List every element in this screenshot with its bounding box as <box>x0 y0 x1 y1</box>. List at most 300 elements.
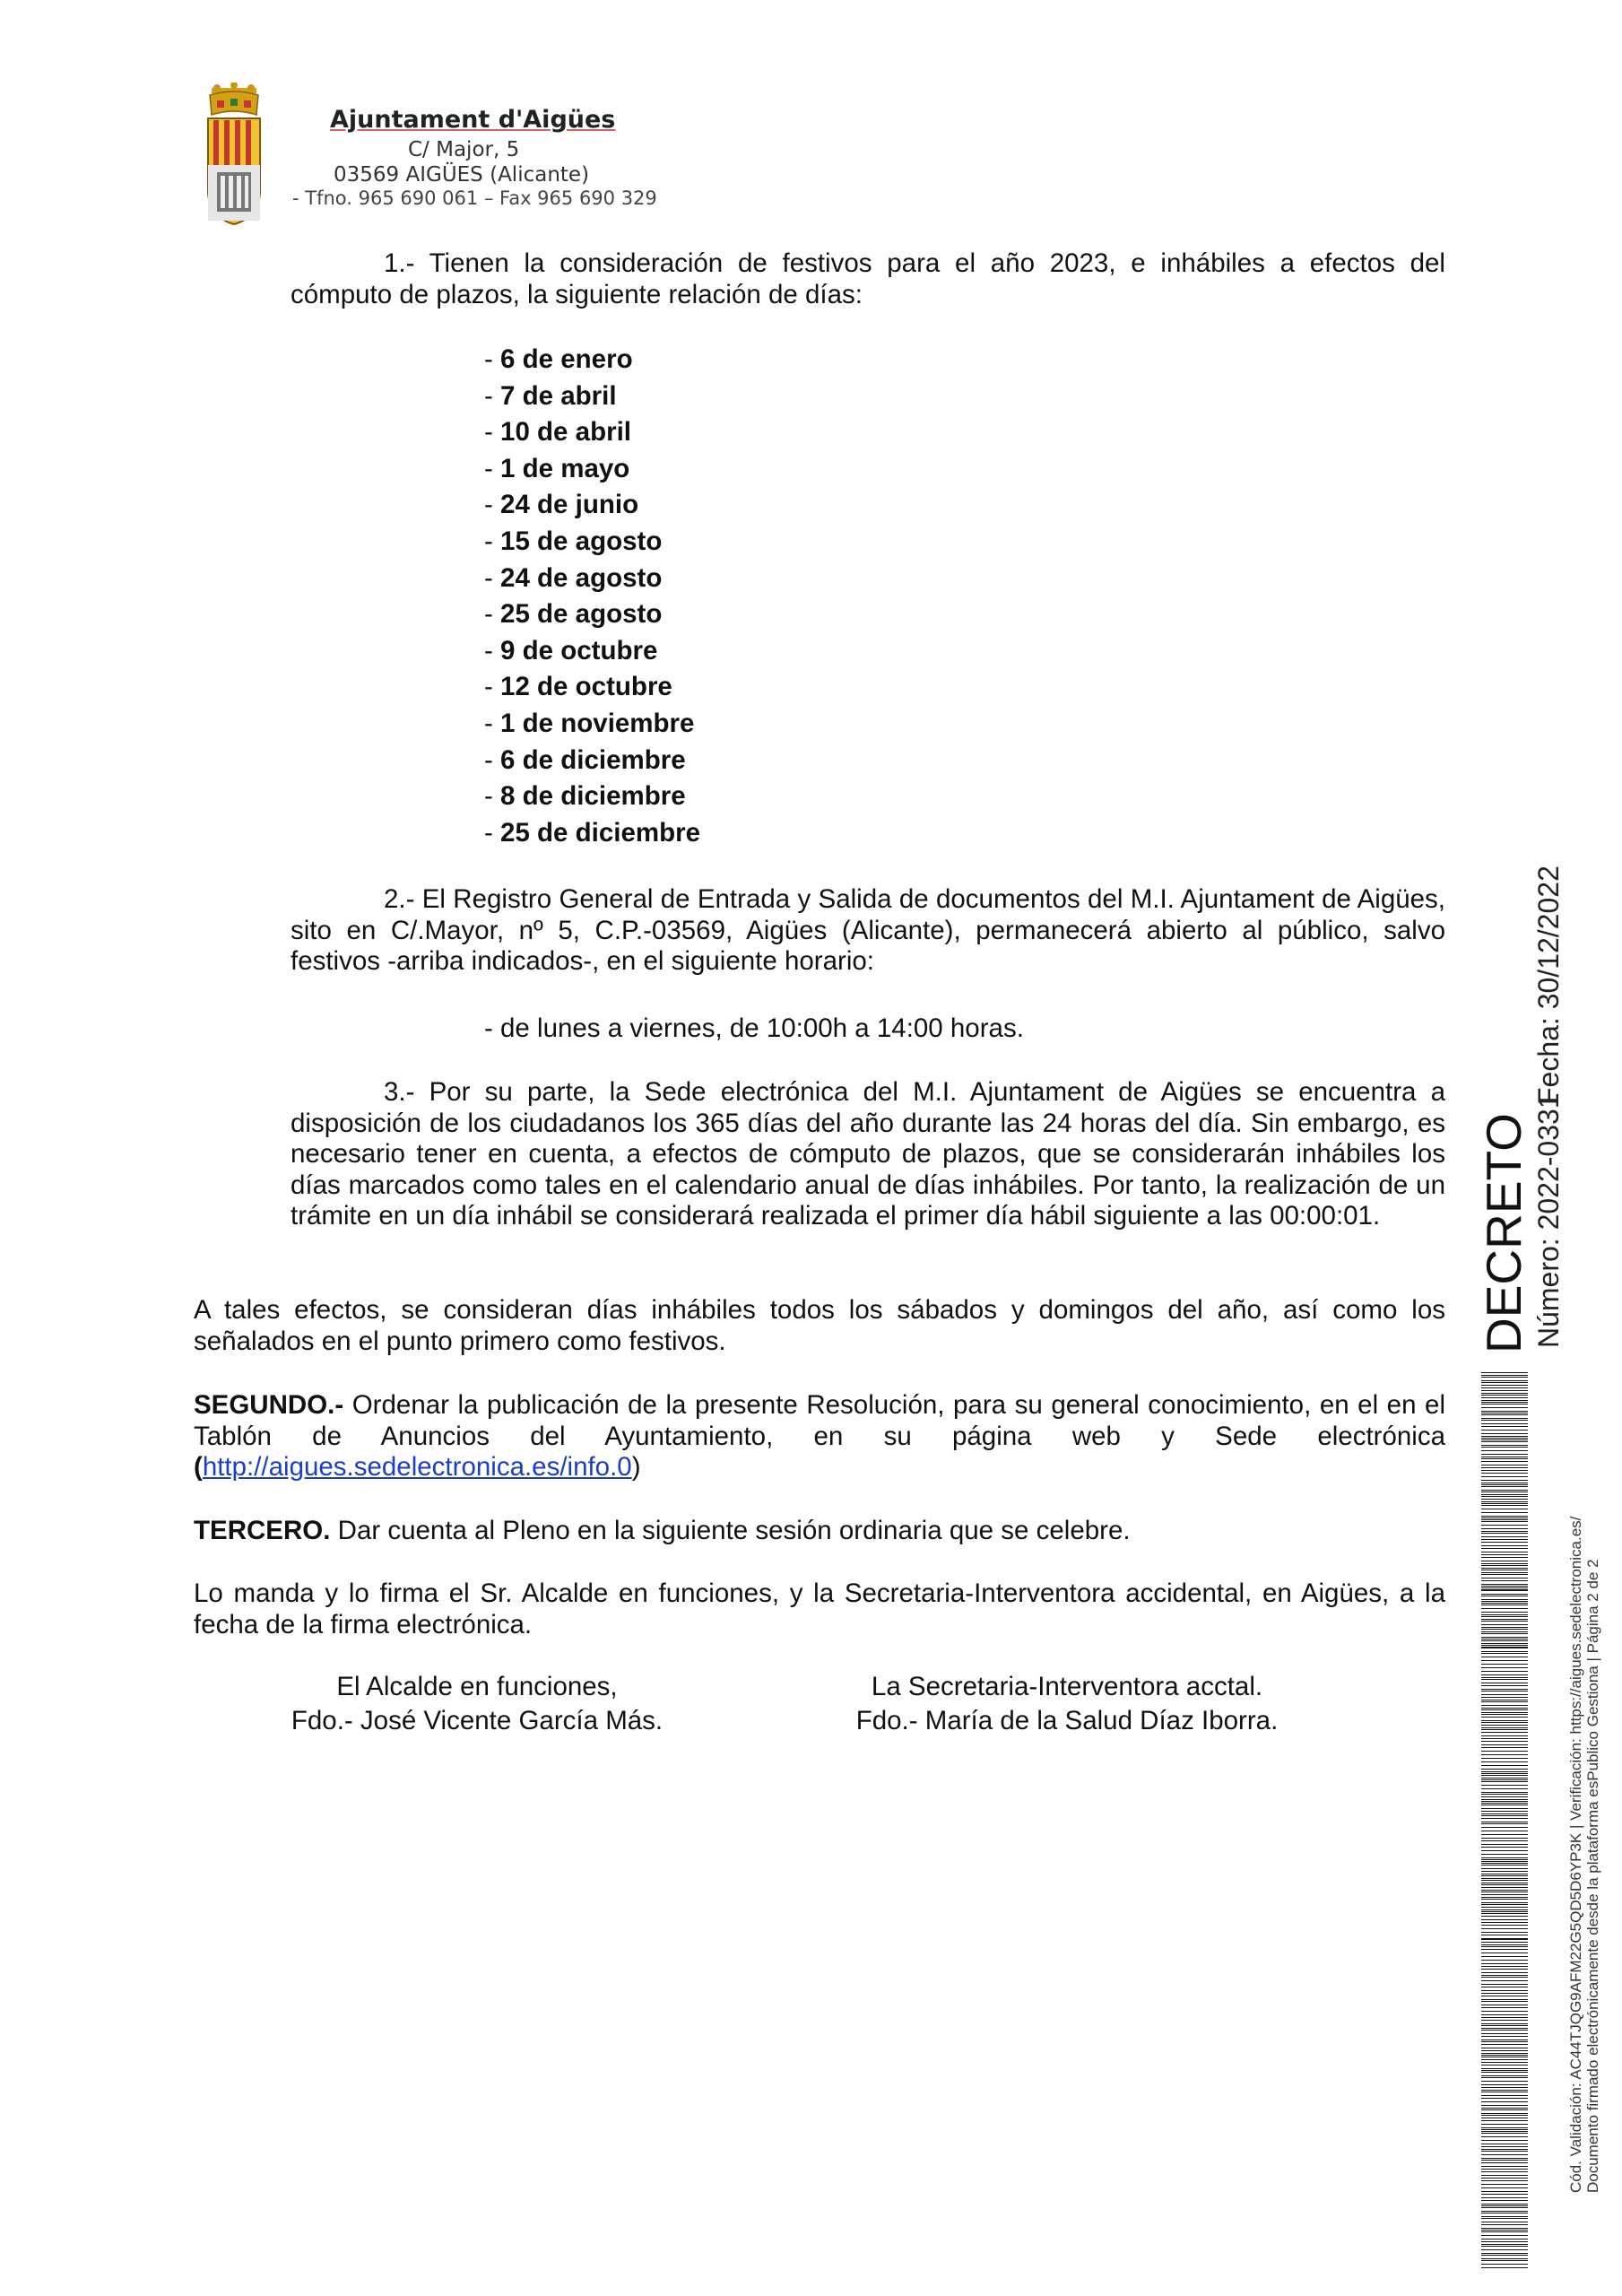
holiday-item: - 25 de diciembre <box>484 817 701 848</box>
barcode-stripe <box>1481 1599 1528 1600</box>
barcode-stripe <box>1481 2258 1528 2259</box>
barcode-stripe <box>1481 1645 1528 1646</box>
holiday-item: - 15 de agosto <box>484 526 663 556</box>
holiday-list <box>484 342 700 851</box>
barcode-stripe <box>1481 1653 1528 1654</box>
letterhead-phone: - Tfno. 965 690 061 – Fax 965 690 329 <box>292 187 657 209</box>
barcode-stripe <box>1481 1865 1528 1866</box>
holiday-item: - 6 de enero <box>484 344 633 374</box>
barcode-stripe <box>1481 1765 1528 1766</box>
barcode-stripe <box>1481 2133 1528 2134</box>
signature-left-name: Fdo.- José Vicente García Más. <box>291 1706 664 1735</box>
barcode-stripe <box>1481 1775 1528 1776</box>
barcode-stripe <box>1481 1980 1528 1981</box>
barcode-stripe <box>1481 1574 1528 1575</box>
barcode-stripe <box>1481 1640 1528 1641</box>
holiday-item: - 8 de diciembre <box>484 781 686 812</box>
barcode-stripe <box>1481 1694 1528 1695</box>
barcode-stripe <box>1481 1557 1528 1558</box>
barcode-stripe <box>1481 2055 1528 2056</box>
barcode-stripe <box>1481 2062 1528 2063</box>
barcode-stripe <box>1481 1972 1528 1973</box>
barcode-stripe <box>1481 2075 1528 2076</box>
barcode-stripe <box>1481 2175 1528 2176</box>
barcode-stripe <box>1481 1854 1528 1855</box>
barcode-stripe <box>1481 1633 1528 1634</box>
barcode-stripe <box>1481 1769 1528 1770</box>
barcode-stripe <box>1481 2124 1528 2125</box>
barcode-stripe <box>1481 2025 1528 2026</box>
barcode-stripe <box>1481 2070 1528 2071</box>
barcode-stripe <box>1481 2030 1528 2031</box>
barcode-stripe <box>1481 1660 1528 1661</box>
barcode-stripe <box>1481 2053 1528 2054</box>
barcode-stripe <box>1481 1792 1528 1793</box>
barcode-stripe <box>1481 2205 1528 2206</box>
barcode-stripe <box>1481 1701 1528 1702</box>
barcode-stripe <box>1481 1946 1528 1947</box>
barcode-stripe <box>1481 1572 1528 1573</box>
barcode-stripe <box>1481 2087 1528 2088</box>
barcode-stripe <box>1481 1629 1528 1630</box>
barcode-stripe <box>1481 1818 1528 1819</box>
sede-link[interactable]: http://aigues.sedelectronica.es/info.0 <box>202 1452 632 1482</box>
barcode-stripe <box>1481 1902 1528 1903</box>
barcode-stripe <box>1481 1754 1528 1755</box>
barcode-stripe <box>1481 1380 1528 1381</box>
barcode-stripe <box>1481 1720 1528 1721</box>
barcode-stripe <box>1481 1738 1528 1739</box>
barcode-stripe <box>1481 2204 1528 2205</box>
barcode-stripe <box>1481 1697 1528 1698</box>
barcode-stripe <box>1481 2108 1528 2109</box>
barcode-stripe <box>1481 2081 1528 2082</box>
barcode-stripe <box>1481 1519 1528 1520</box>
barcode-stripe <box>1481 1589 1528 1591</box>
barcode-stripe <box>1481 1751 1528 1752</box>
barcode-stripe <box>1481 1990 1528 1991</box>
barcode-stripe <box>1481 1461 1528 1462</box>
barcode-stripe <box>1481 1671 1528 1672</box>
signature-platform-note: Documento firmado electrónicamente desde la plataforma esPublico Gestiona | Página 2 de 2 <box>1584 1559 1601 2193</box>
barcode-stripe <box>1481 2120 1528 2121</box>
barcode-stripe <box>1481 1430 1528 1431</box>
barcode-stripe <box>1481 1827 1528 1828</box>
barcode-stripe <box>1481 1631 1528 1632</box>
barcode-stripe <box>1481 1732 1528 1733</box>
barcode-stripe <box>1481 2230 1528 2231</box>
holiday-item: - 6 de diciembre <box>484 744 686 775</box>
barcode-stripe <box>1481 1744 1528 1745</box>
barcode-stripe <box>1481 1679 1528 1680</box>
barcode-stripe <box>1481 1999 1528 2000</box>
barcode-stripe <box>1481 1685 1528 1686</box>
barcode-stripe <box>1481 2129 1528 2130</box>
barcode-stripe <box>1481 1677 1528 1678</box>
barcode-stripe <box>1481 1536 1528 1537</box>
barcode-stripe <box>1481 2253 1528 2254</box>
segundo-paragraph: SEGUNDO.- Ordenar la publicación de la presente Resolución, para su general conocimiento, en el en el Tablón de Anuncios del Ayuntamiento, en su página web y Sede electrónica (http://aigues.sedelectronica.es/info.0) <box>194 1390 1445 1482</box>
barcode-stripe <box>1481 2241 1528 2242</box>
barcode-stripe <box>1481 1499 1528 1500</box>
barcode-stripe <box>1481 2191 1528 2192</box>
holiday-item: - 12 de octubre <box>484 672 672 702</box>
barcode-stripe <box>1481 2014 1528 2015</box>
barcode-stripe <box>1481 1402 1528 1403</box>
barcode-stripe <box>1481 1594 1528 1595</box>
barcode-stripe <box>1481 1473 1528 1474</box>
barcode-stripe <box>1481 2184 1528 2185</box>
barcode-stripe <box>1481 1393 1528 1394</box>
holiday-item: - 9 de octubre <box>484 635 658 665</box>
barcode-stripe <box>1481 1516 1528 1517</box>
barcode-stripe <box>1481 2059 1528 2060</box>
barcode-stripe <box>1481 2194 1528 2195</box>
barcode-stripe <box>1481 1859 1528 1860</box>
barcode-stripe <box>1481 1614 1528 1615</box>
barcode-stripe <box>1481 2207 1528 2208</box>
barcode-stripe <box>1481 1533 1528 1534</box>
barcode-stripe <box>1481 1977 1528 1978</box>
holiday-item: - 1 de noviembre <box>484 708 695 738</box>
barcode-stripe <box>1481 1512 1528 1513</box>
barcode-stripe <box>1481 1773 1528 1774</box>
barcode-stripe <box>1481 1601 1528 1602</box>
validation-code[interactable]: Cód. Validación: AC44TJQG9AFM22G5QD5D6YP3K | Verificación: https://aigues.sedelectronica.es/ <box>1567 1516 1584 2193</box>
barcode-stripe <box>1481 1735 1528 1736</box>
barcode-stripe <box>1481 1850 1528 1851</box>
barcode-stripe <box>1481 1919 1528 1920</box>
barcode-stripe <box>1481 1884 1528 1885</box>
barcode-stripe <box>1481 1621 1528 1622</box>
barcode-stripe <box>1481 2011 1528 2012</box>
barcode-stripe <box>1481 1861 1528 1862</box>
barcode-stripe <box>1481 2249 1528 2250</box>
barcode-stripe <box>1481 1647 1528 1648</box>
barcode-stripe <box>1481 1458 1528 1459</box>
barcode-stripe <box>1481 1993 1528 1994</box>
barcode-stripe <box>1481 1494 1528 1495</box>
barcode-stripe <box>1481 1542 1528 1543</box>
barcode-stripe <box>1481 1382 1528 1383</box>
closing-paragraph: Lo manda y lo firma el Sr. Alcalde en funciones, y la Secretaria-Interventora accidental, en Aigües, a la fecha de la firma electrónica. <box>194 1578 1445 1639</box>
signature-left <box>262 1670 692 1738</box>
barcode-stripe <box>1481 2218 1528 2219</box>
barcode-stripe <box>1481 2158 1528 2159</box>
barcode-stripe <box>1481 1952 1528 1953</box>
signature-right <box>834 1670 1300 1738</box>
barcode-stripe <box>1481 1897 1528 1898</box>
barcode-stripe <box>1481 1709 1528 1710</box>
barcode-stripe <box>1481 1984 1528 1985</box>
barcode-stripe <box>1481 1761 1528 1762</box>
barcode-stripe <box>1481 2140 1528 2141</box>
tercero-label: TERCERO. <box>194 1516 331 1545</box>
barcode-stripe <box>1481 1689 1528 1690</box>
barcode-stripe <box>1481 1418 1528 1419</box>
barcode-stripe <box>1481 1603 1528 1604</box>
decree-date: Fecha: 30/12/2022 <box>1532 865 1565 1105</box>
barcode-stripe <box>1481 1904 1528 1905</box>
barcode-stripe <box>1481 1758 1528 1759</box>
barcode-stripe <box>1481 2065 1528 2066</box>
barcode-stripe <box>1481 1624 1528 1625</box>
barcode-stripe <box>1481 1875 1528 1876</box>
barcode-stripe <box>1481 2136 1528 2137</box>
barcode-stripe <box>1481 2197 1528 2198</box>
barcode-stripe <box>1481 2171 1528 2172</box>
barcode-stripe <box>1481 1863 1528 1864</box>
barcode-stripe <box>1481 2246 1528 2247</box>
barcode-stripe <box>1481 1554 1528 1555</box>
barcode-stripe <box>1481 1781 1528 1782</box>
barcode-stripe <box>1481 1932 1528 1933</box>
barcode-stripe <box>1481 1796 1528 1797</box>
holiday-item: - 1 de mayo <box>484 453 630 483</box>
holiday-item: - 25 de agosto <box>484 599 663 630</box>
barcode-stripe <box>1481 1911 1528 1912</box>
letterhead-street: C/ Major, 5 <box>408 138 520 161</box>
barcode-stripe <box>1481 1438 1528 1439</box>
barcode-stripe <box>1481 1667 1528 1668</box>
barcode-stripe <box>1481 1436 1528 1437</box>
barcode-stripe <box>1481 1741 1528 1742</box>
barcode-stripe <box>1481 2149 1528 2150</box>
barcode-stripe <box>1481 1505 1528 1506</box>
coat-of-arms-icon <box>204 83 264 226</box>
barcode-stripe <box>1481 1612 1528 1613</box>
barcode-stripe <box>1481 1823 1528 1824</box>
barcode-stripe <box>1481 1771 1528 1772</box>
barcode-stripe <box>1481 1608 1528 1609</box>
barcode-stripe <box>1481 1643 1528 1644</box>
barcode-stripe <box>1481 1565 1528 1566</box>
barcode-stripe <box>1481 1420 1528 1421</box>
barcode-stripe <box>1481 2007 1528 2008</box>
barcode-stripe <box>1481 1407 1528 1408</box>
section-3-text: 3.- Por su parte, la Sede electrónica del M.I. Ajuntament de Aigües se encuentra a disposición de los ciudadanos los 365 días del año durante las 24 horas del día. Sin embargo, es necesario tener en cuenta, a efectos de cómputo de plazos, que se considerarán inhábiles los días marcados como tales en el calendario anual de días inhábiles. Por tanto, la realización de un trámite en un día inhábil se considerará realizada el primer día hábil siguiente a las 00:00:01. <box>291 1077 1445 1231</box>
barcode-stripe <box>1481 1580 1528 1581</box>
barcode-stripe <box>1481 1975 1528 1976</box>
barcode-stripe <box>1481 1411 1528 1412</box>
barcode-stripe <box>1481 1372 1528 1373</box>
barcode-stripe <box>1481 1785 1528 1786</box>
barcode-stripe <box>1481 1922 1528 1923</box>
barcode-stripe <box>1481 2180 1528 2181</box>
barcode-stripe <box>1481 1385 1528 1386</box>
barcode-stripe <box>1481 1445 1528 1446</box>
holiday-item: - 7 de abril <box>484 380 617 411</box>
barcode-stripe <box>1481 1705 1528 1706</box>
barcode-stripe <box>1481 1397 1528 1398</box>
barcode-stripe <box>1481 1441 1528 1442</box>
barcode-stripe <box>1481 1727 1528 1728</box>
barcode-stripe <box>1481 1619 1528 1620</box>
barcode-stripe <box>1481 1722 1528 1723</box>
barcode-stripe <box>1481 1470 1528 1471</box>
barcode-stripe <box>1481 1725 1528 1726</box>
barcode-stripe <box>1481 1563 1528 1564</box>
barcode-stripe <box>1481 1913 1528 1914</box>
barcode-stripe <box>1481 2154 1528 2155</box>
barcode-stripe <box>1481 1717 1528 1718</box>
barcode-stripe <box>1481 2017 1528 2018</box>
letterhead-title: Ajuntament d'Aigües <box>330 106 616 134</box>
barcode-stripe <box>1481 1708 1528 1709</box>
barcode-stripe <box>1481 1503 1528 1504</box>
barcode-stripe <box>1481 2001 1528 2002</box>
barcode-stripe <box>1481 1664 1528 1665</box>
barcode-stripe <box>1481 1815 1528 1816</box>
barcode-stripe <box>1481 1545 1528 1546</box>
barcode-stripe <box>1481 2050 1528 2051</box>
barcode-stripe <box>1481 2039 1528 2040</box>
barcode-stripe <box>1481 1794 1528 1795</box>
barcode-stripe <box>1481 1714 1528 1715</box>
barcode-stripe <box>1481 1484 1528 1485</box>
office-hours: - de lunes a viernes, de 10:00h a 14:00 horas. <box>484 1013 1024 1043</box>
section-1-intro: 1.- Tienen la consideración de festivos para el año 2023, e inhábiles a efectos del cómputo de plazos, la siguiente relación de días: <box>291 248 1445 309</box>
barcode-stripe <box>1481 1490 1528 1491</box>
barcode-stripe <box>1481 2028 1528 2029</box>
inhabiles-paragraph: A tales efectos, se consideran días inhábiles todos los sábados y domingos del año, así como los señalados en el punto primero como festivos. <box>194 1295 1445 1356</box>
barcode-stripe <box>1481 1404 1528 1405</box>
barcode-stripe <box>1481 1907 1528 1908</box>
barcode-stripe <box>1481 1627 1528 1628</box>
barcode-stripe <box>1481 2101 1528 2102</box>
barcode-stripe <box>1481 1674 1528 1675</box>
barcode-stripe <box>1481 1944 1528 1945</box>
barcode-icon <box>1481 1372 1528 2269</box>
barcode-stripe <box>1481 2146 1528 2147</box>
barcode-stripe <box>1481 1925 1528 1926</box>
barcode-stripe <box>1481 2127 1528 2128</box>
letterhead-city: 03569 AIGÜES (Alicante) <box>334 163 590 187</box>
barcode-stripe <box>1481 1651 1528 1652</box>
barcode-stripe <box>1481 2068 1528 2069</box>
barcode-stripe <box>1481 1637 1528 1638</box>
barcode-stripe <box>1481 2211 1528 2212</box>
barcode-stripe <box>1481 1450 1528 1451</box>
barcode-stripe <box>1481 1844 1528 1845</box>
barcode-stripe <box>1481 1811 1528 1812</box>
section-2-text: 2.- El Registro General de Entrada y Salida de documentos del M.I. Ajuntament de Aigües, sito en C/.Mayor, nº 5, C.P.-03569, Aigües (Alicante), permanecerá abierto al público, salvo festivos -arriba indicados-, en el siguiente horario: <box>291 884 1445 976</box>
barcode-stripe <box>1481 2131 1528 2132</box>
barcode-stripe <box>1481 1899 1528 1900</box>
barcode-stripe <box>1481 1894 1528 1895</box>
barcode-stripe <box>1481 1813 1528 1814</box>
barcode-stripe <box>1481 1712 1528 1713</box>
barcode-stripe <box>1481 2077 1528 2078</box>
barcode-stripe <box>1481 1963 1528 1964</box>
barcode-stripe <box>1481 1548 1528 1549</box>
barcode-stripe <box>1481 1423 1528 1424</box>
barcode-stripe <box>1481 1909 1528 1910</box>
barcode-stripe <box>1481 1568 1528 1569</box>
barcode-stripe <box>1481 1439 1528 1440</box>
barcode-stripe <box>1481 2267 1528 2268</box>
decree-number: Número: 2022-0331 <box>1532 1092 1565 1348</box>
barcode-stripe <box>1481 2255 1528 2256</box>
barcode-stripe <box>1481 2044 1528 2045</box>
barcode-stripe <box>1481 1887 1528 1888</box>
barcode-stripe <box>1481 1942 1528 1943</box>
barcode-stripe <box>1481 1426 1528 1427</box>
signature-left-title: El Alcalde en funciones, <box>336 1672 618 1701</box>
barcode-stripe <box>1481 1501 1528 1502</box>
barcode-stripe <box>1481 1878 1528 1879</box>
barcode-stripe <box>1481 1531 1528 1532</box>
barcode-stripe <box>1481 1395 1528 1396</box>
barcode-stripe <box>1481 1868 1528 1869</box>
barcode-stripe <box>1481 2178 1528 2179</box>
barcode-stripe <box>1481 1387 1528 1388</box>
barcode-stripe <box>1481 2166 1528 2167</box>
barcode-stripe <box>1481 1788 1528 1789</box>
barcode-stripe <box>1481 1480 1528 1481</box>
barcode-stripe <box>1481 1803 1528 1804</box>
barcode-stripe <box>1481 1400 1528 1401</box>
barcode-stripe <box>1481 2072 1528 2073</box>
barcode-stripe <box>1481 1778 1528 1779</box>
signature-right-name: Fdo.- María de la Salud Díaz Iborra. <box>855 1706 1279 1735</box>
barcode-stripe <box>1481 1880 1528 1881</box>
barcode-stripe <box>1481 1808 1528 1809</box>
barcode-stripe <box>1481 2036 1528 2037</box>
decreto-stamp: DECRETO <box>1476 1113 1531 1353</box>
barcode-stripe <box>1481 1799 1528 1800</box>
barcode-stripe <box>1481 2095 1528 2096</box>
barcode-stripe <box>1481 2084 1528 2085</box>
barcode-stripe <box>1481 2151 1528 2152</box>
signature-right-title: La Secretaria-Interventora acctal. <box>871 1672 1263 1701</box>
holiday-item: - 24 de agosto <box>484 562 663 593</box>
barcode-stripe <box>1481 1586 1528 1587</box>
barcode-stripe <box>1481 1414 1528 1415</box>
barcode-stripe <box>1481 1476 1528 1477</box>
barcode-stripe <box>1481 1938 1528 1940</box>
barcode-stripe <box>1481 1834 1528 1835</box>
barcode-stripe <box>1481 1928 1528 1929</box>
barcode-stripe <box>1481 1496 1528 1497</box>
barcode-stripe <box>1481 2023 1528 2024</box>
barcode-stripe <box>1481 1616 1528 1617</box>
barcode-stripe <box>1481 2264 1528 2265</box>
barcode-stripe <box>1481 2090 1528 2091</box>
barcode-stripe <box>1481 1840 1528 1841</box>
barcode-stripe <box>1481 1838 1528 1839</box>
barcode-stripe <box>1481 1486 1528 1487</box>
barcode-stripe <box>1481 2115 1528 2116</box>
barcode-stripe <box>1481 2224 1528 2225</box>
barcode-stripe <box>1481 2228 1528 2229</box>
barcode-stripe <box>1481 1377 1528 1378</box>
barcode-stripe <box>1481 2109 1528 2110</box>
barcode-stripe <box>1481 2231 1528 2232</box>
barcode-stripe <box>1481 1871 1528 1872</box>
barcode-stripe <box>1481 1890 1528 1891</box>
barcode-stripe <box>1481 2187 1528 2188</box>
tercero-paragraph: TERCERO. Dar cuenta al Pleno en la siguiente sesión ordinaria que se celebre. <box>194 1516 1131 1545</box>
barcode-stripe <box>1481 1375 1528 1376</box>
holiday-item: - 10 de abril <box>484 417 631 448</box>
barcode-stripe <box>1481 1447 1528 1448</box>
barcode-stripe <box>1481 1969 1528 1970</box>
barcode-stripe <box>1481 1584 1528 1585</box>
barcode-stripe <box>1481 2200 1528 2201</box>
barcode-stripe <box>1481 2162 1528 2163</box>
barcode-stripe <box>1481 2260 1528 2261</box>
